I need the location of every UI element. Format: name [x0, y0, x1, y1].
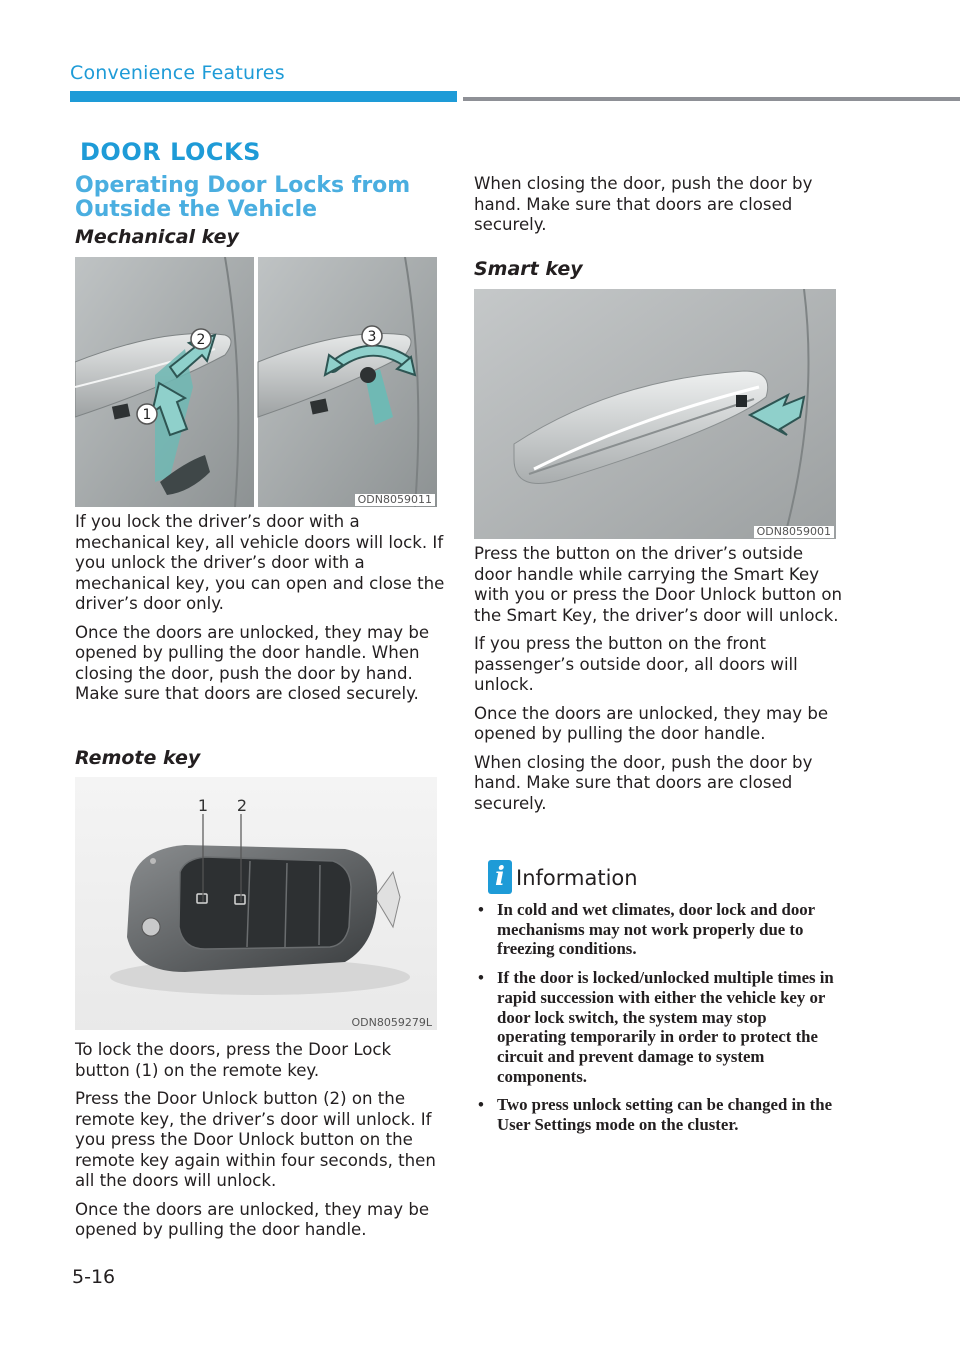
mechanical-figure-code: ODN8059011 — [355, 494, 435, 506]
information-title: Information — [516, 866, 638, 890]
paragraph: If you press the button on the front passenger’s outside door, all doors will unlock. — [474, 634, 798, 694]
remote-figure-code: ODN8059279L — [351, 1016, 432, 1029]
paragraph: To lock the doors, press the Door Lock button (1) on the remote key. — [75, 1040, 392, 1080]
remote-key-figure — [75, 777, 437, 1030]
running-header: Convenience Features — [70, 62, 285, 84]
paragraph: Once the doors are unlocked, they may be opened by pulling the door handle. — [474, 703, 829, 743]
mechanical-key-text — [75, 512, 445, 713]
section-title: DOOR LOCKS — [80, 138, 261, 166]
page-number: 5-16 — [72, 1266, 116, 1288]
paragraph: When closing the door, push the door by hand. Make sure that doors are closed securely. — [474, 174, 813, 234]
smart-figure-code: ODN8059001 — [754, 526, 834, 538]
header-rule-accent — [70, 91, 457, 102]
smart-key-heading: Smart key — [474, 258, 583, 280]
smart-key-text — [474, 544, 844, 822]
mechanical-key-heading: Mechanical key — [75, 226, 239, 248]
info-icon: i — [488, 860, 512, 894]
mechanical-label-2: 2 — [196, 332, 206, 348]
remote-label-2: 2 — [236, 796, 248, 815]
remote-key-heading: Remote key — [75, 747, 201, 769]
mechanical-label-3: 3 — [367, 329, 377, 345]
mechanical-label-1: 1 — [142, 407, 152, 423]
paragraph: Once the doors are unlocked, they may be opened by pulling the door handle. — [75, 1199, 430, 1239]
right-intro-text — [474, 174, 836, 244]
paragraph: If you lock the driver’s door with a mechanical key, all vehicle doors will lock. If you unlock the driver’s door with a mechanical key, you can open and close the driver’s door only. — [75, 512, 445, 613]
paragraph: Once the doors are unlocked, they may be opened by pulling the door handle. When closing the door, push the door by hand. Make sure that doors are closed securely. — [75, 622, 430, 703]
remote-label-1: 1 — [197, 796, 209, 815]
remote-key-text — [75, 1040, 445, 1249]
smart-key-figure — [474, 289, 836, 539]
paragraph: When closing the door, push the door by hand. Make sure that doors are closed securely. — [474, 752, 813, 813]
paragraph: Press the button on the driver’s outside door handle while carrying the Smart Key with you or press the Door Unlock button on the Smart Key, the driver’s door will unlock. — [474, 544, 843, 625]
mechanical-key-figure — [75, 257, 437, 507]
header-rule-gray — [463, 97, 960, 101]
subsection-title: Operating Door Locks from Outside the Vehicle — [75, 173, 411, 222]
list-item: • In cold and wet climates, door lock and door mechanisms may not work properly due to freezing conditions. — [474, 900, 834, 959]
paragraph: Press the Door Unlock button (2) on the remote key, the driver’s door will unlock. If you press the Door Unlock button on the remote key again within four seconds, then all the doors will unlock. — [75, 1089, 436, 1190]
list-item: • Two press unlock setting can be changed in the User Settings mode on the cluster. — [474, 1095, 834, 1134]
list-item: • If the door is locked/unlocked multiple times in rapid succession with either the vehicle key or door lock switch, the system may stop operating temporarily in order to protect the circuit and prevent damage to system components. — [474, 968, 834, 1086]
information-list — [474, 900, 834, 1144]
